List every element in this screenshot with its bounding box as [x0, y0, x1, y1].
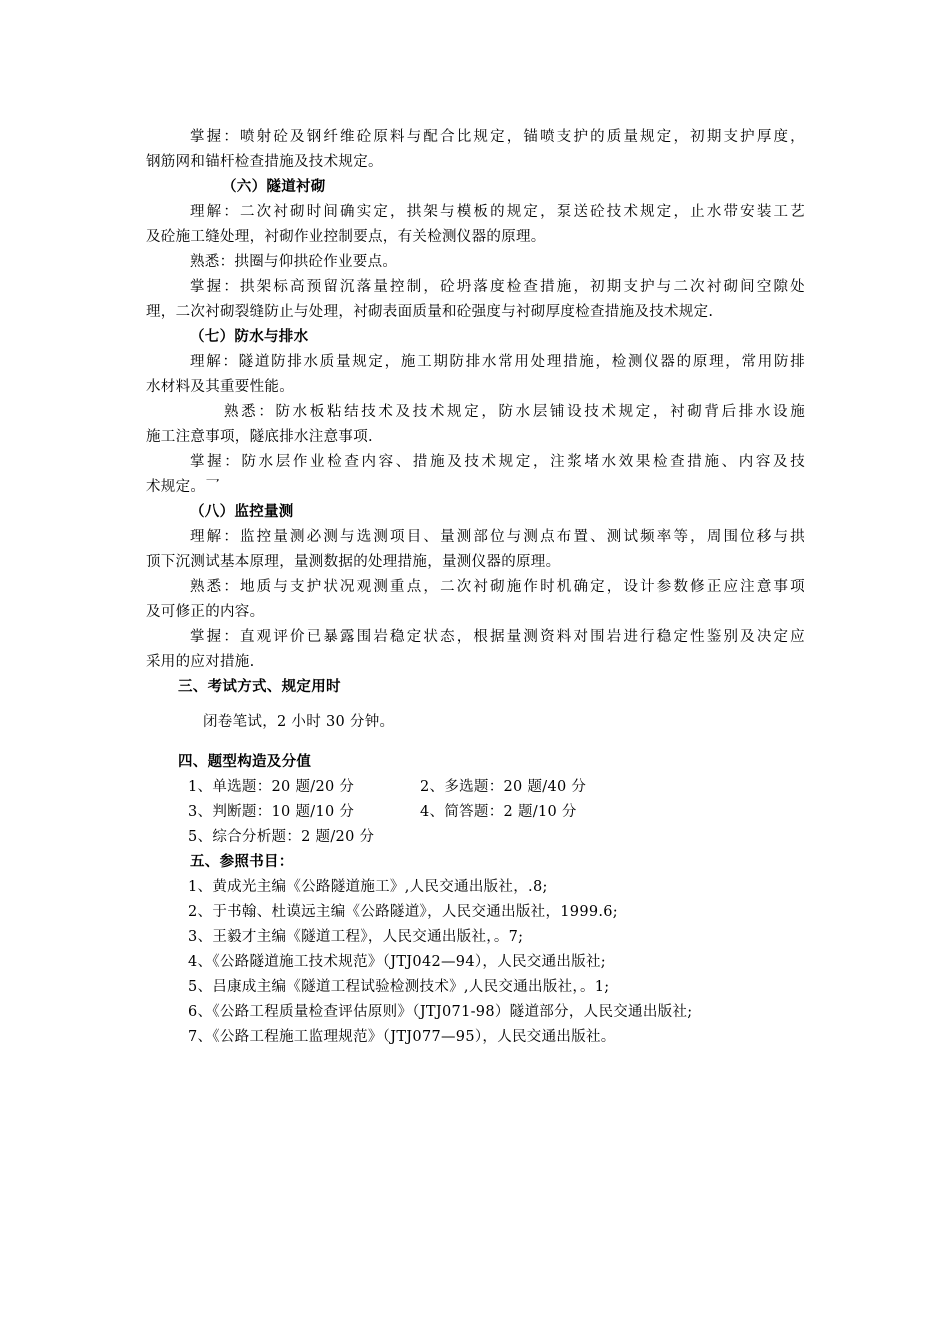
section-heading-6: （六）隧道衬砌 — [222, 179, 326, 195]
reference-item: 4、《公路隧道施工技术规范》（JTJ042—94），人民交通出版社; — [188, 954, 606, 970]
paragraph-familiar-8-line2: 及可修正的内容。 — [146, 604, 265, 620]
paragraph-master-5-line1: 掌握：喷射砼及钢纤维砼原料与配合比规定，锚喷支护的质量规定，初期支护厚度， — [190, 129, 805, 145]
reference-item: 6、《公路工程质量检查评估原则》（JTJ071-98）隧道部分，人民交通出版社; — [188, 1004, 693, 1020]
paragraph-familiar-7-line1: 熟悉：防水板粘结技术及技术规定，防水层铺设技术规定，衬砌背后排水设施 — [224, 404, 805, 420]
paragraph-familiar-8-line1: 熟悉：地质与支护状况观测重点，二次衬砌施作时机确定，设计参数修正应注意事项 — [190, 579, 805, 595]
paragraph-master-6-line1: 掌握：拱架标高预留沉落量控制，砼坍落度检查措施，初期支护与二次衬砌间空隙处 — [190, 279, 805, 295]
question-type-1: 1、单选题：20 题/20 分 — [188, 779, 355, 795]
paragraph-master-6-line2: 理，二次衬砌裂缝防止与处理，衬砌表面质量和砼强度与衬砌厚度检查措施及技术规定. — [146, 304, 714, 320]
paragraph-understand-7-line2: 水材料及其重要性能。 — [146, 379, 294, 395]
question-type-3: 3、判断题：10 题/10 分 — [188, 804, 355, 820]
section-heading-7: （七）防水与排水 — [190, 329, 309, 345]
reference-item: 3、王毅才主编《隧道工程》，人民交通出版社，。7; — [188, 929, 524, 945]
question-type-4: 4、简答题：2 题/10 分 — [420, 804, 577, 820]
paragraph-master-8-line2: 采用的应对措施. — [146, 654, 255, 670]
paragraph-master-7-line2: 术规定。乛 — [146, 479, 220, 495]
question-type-2: 2、多选题：20 题/40 分 — [420, 779, 587, 795]
section-heading-8: （八）监控量测 — [190, 504, 294, 520]
paragraph-master-5-line2: 钢筋网和锚杆检查措施及技术规定。 — [146, 154, 383, 170]
section-heading-refs: 五、参照书目： — [190, 854, 294, 870]
paragraph-familiar-7-line2: 施工注意事项，隧底排水注意事项. — [146, 429, 373, 445]
paragraph-understand-6-line2: 及砼施工缝处理，衬砌作业控制要点，有关检测仪器的原理。 — [146, 229, 546, 245]
paragraph-understand-8-line2: 顶下沉测试基本原理，量测数据的处理措施，量测仪器的原理。 — [146, 554, 561, 570]
paragraph-master-8-line1: 掌握：直观评价已暴露围岩稳定状态，根据量测资料对围岩进行稳定性鉴别及决定应 — [190, 629, 805, 645]
reference-item: 7、《公路工程施工监理规范》（JTJ077—95），人民交通出版社。 — [188, 1029, 616, 1045]
exam-text: 闭卷笔试，2 小时 30 分钟。 — [203, 714, 395, 730]
paragraph-understand-6-line1: 理解：二次衬砌时间确实定，拱架与模板的规定，泵送砼技术规定，止水带安装工艺 — [190, 204, 805, 220]
question-type-5: 5、综合分析题：2 题/20 分 — [188, 829, 375, 845]
paragraph-understand-8-line1: 理解：监控量测必测与选测项目、量测部位与测点布置、测试频率等，周围位移与拱 — [190, 529, 805, 545]
section-heading-types: 四、题型构造及分值 — [178, 754, 312, 770]
section-heading-exam: 三、考试方式、规定用时 — [178, 679, 341, 695]
reference-item: 5、吕康成主编《隧道工程试验检测技术》,人民交通出版社，。1; — [188, 979, 610, 995]
reference-item: 1、黄成光主编《公路隧道施工》,人民交通出版社，.8; — [188, 879, 548, 895]
paragraph-master-7-line1: 掌握：防水层作业检查内容、措施及技术规定，注浆堵水效果检查措施、内容及技 — [190, 454, 805, 470]
paragraph-familiar-6: 熟悉：拱圈与仰拱砼作业要点。 — [190, 254, 398, 270]
reference-item: 2、于书翰、杜谟远主编《公路隧道》，人民交通出版社，1999.6; — [188, 904, 618, 920]
paragraph-understand-7-line1: 理解：隧道防排水质量规定，施工期防排水常用处理措施，检测仪器的原理，常用防排 — [190, 354, 805, 370]
